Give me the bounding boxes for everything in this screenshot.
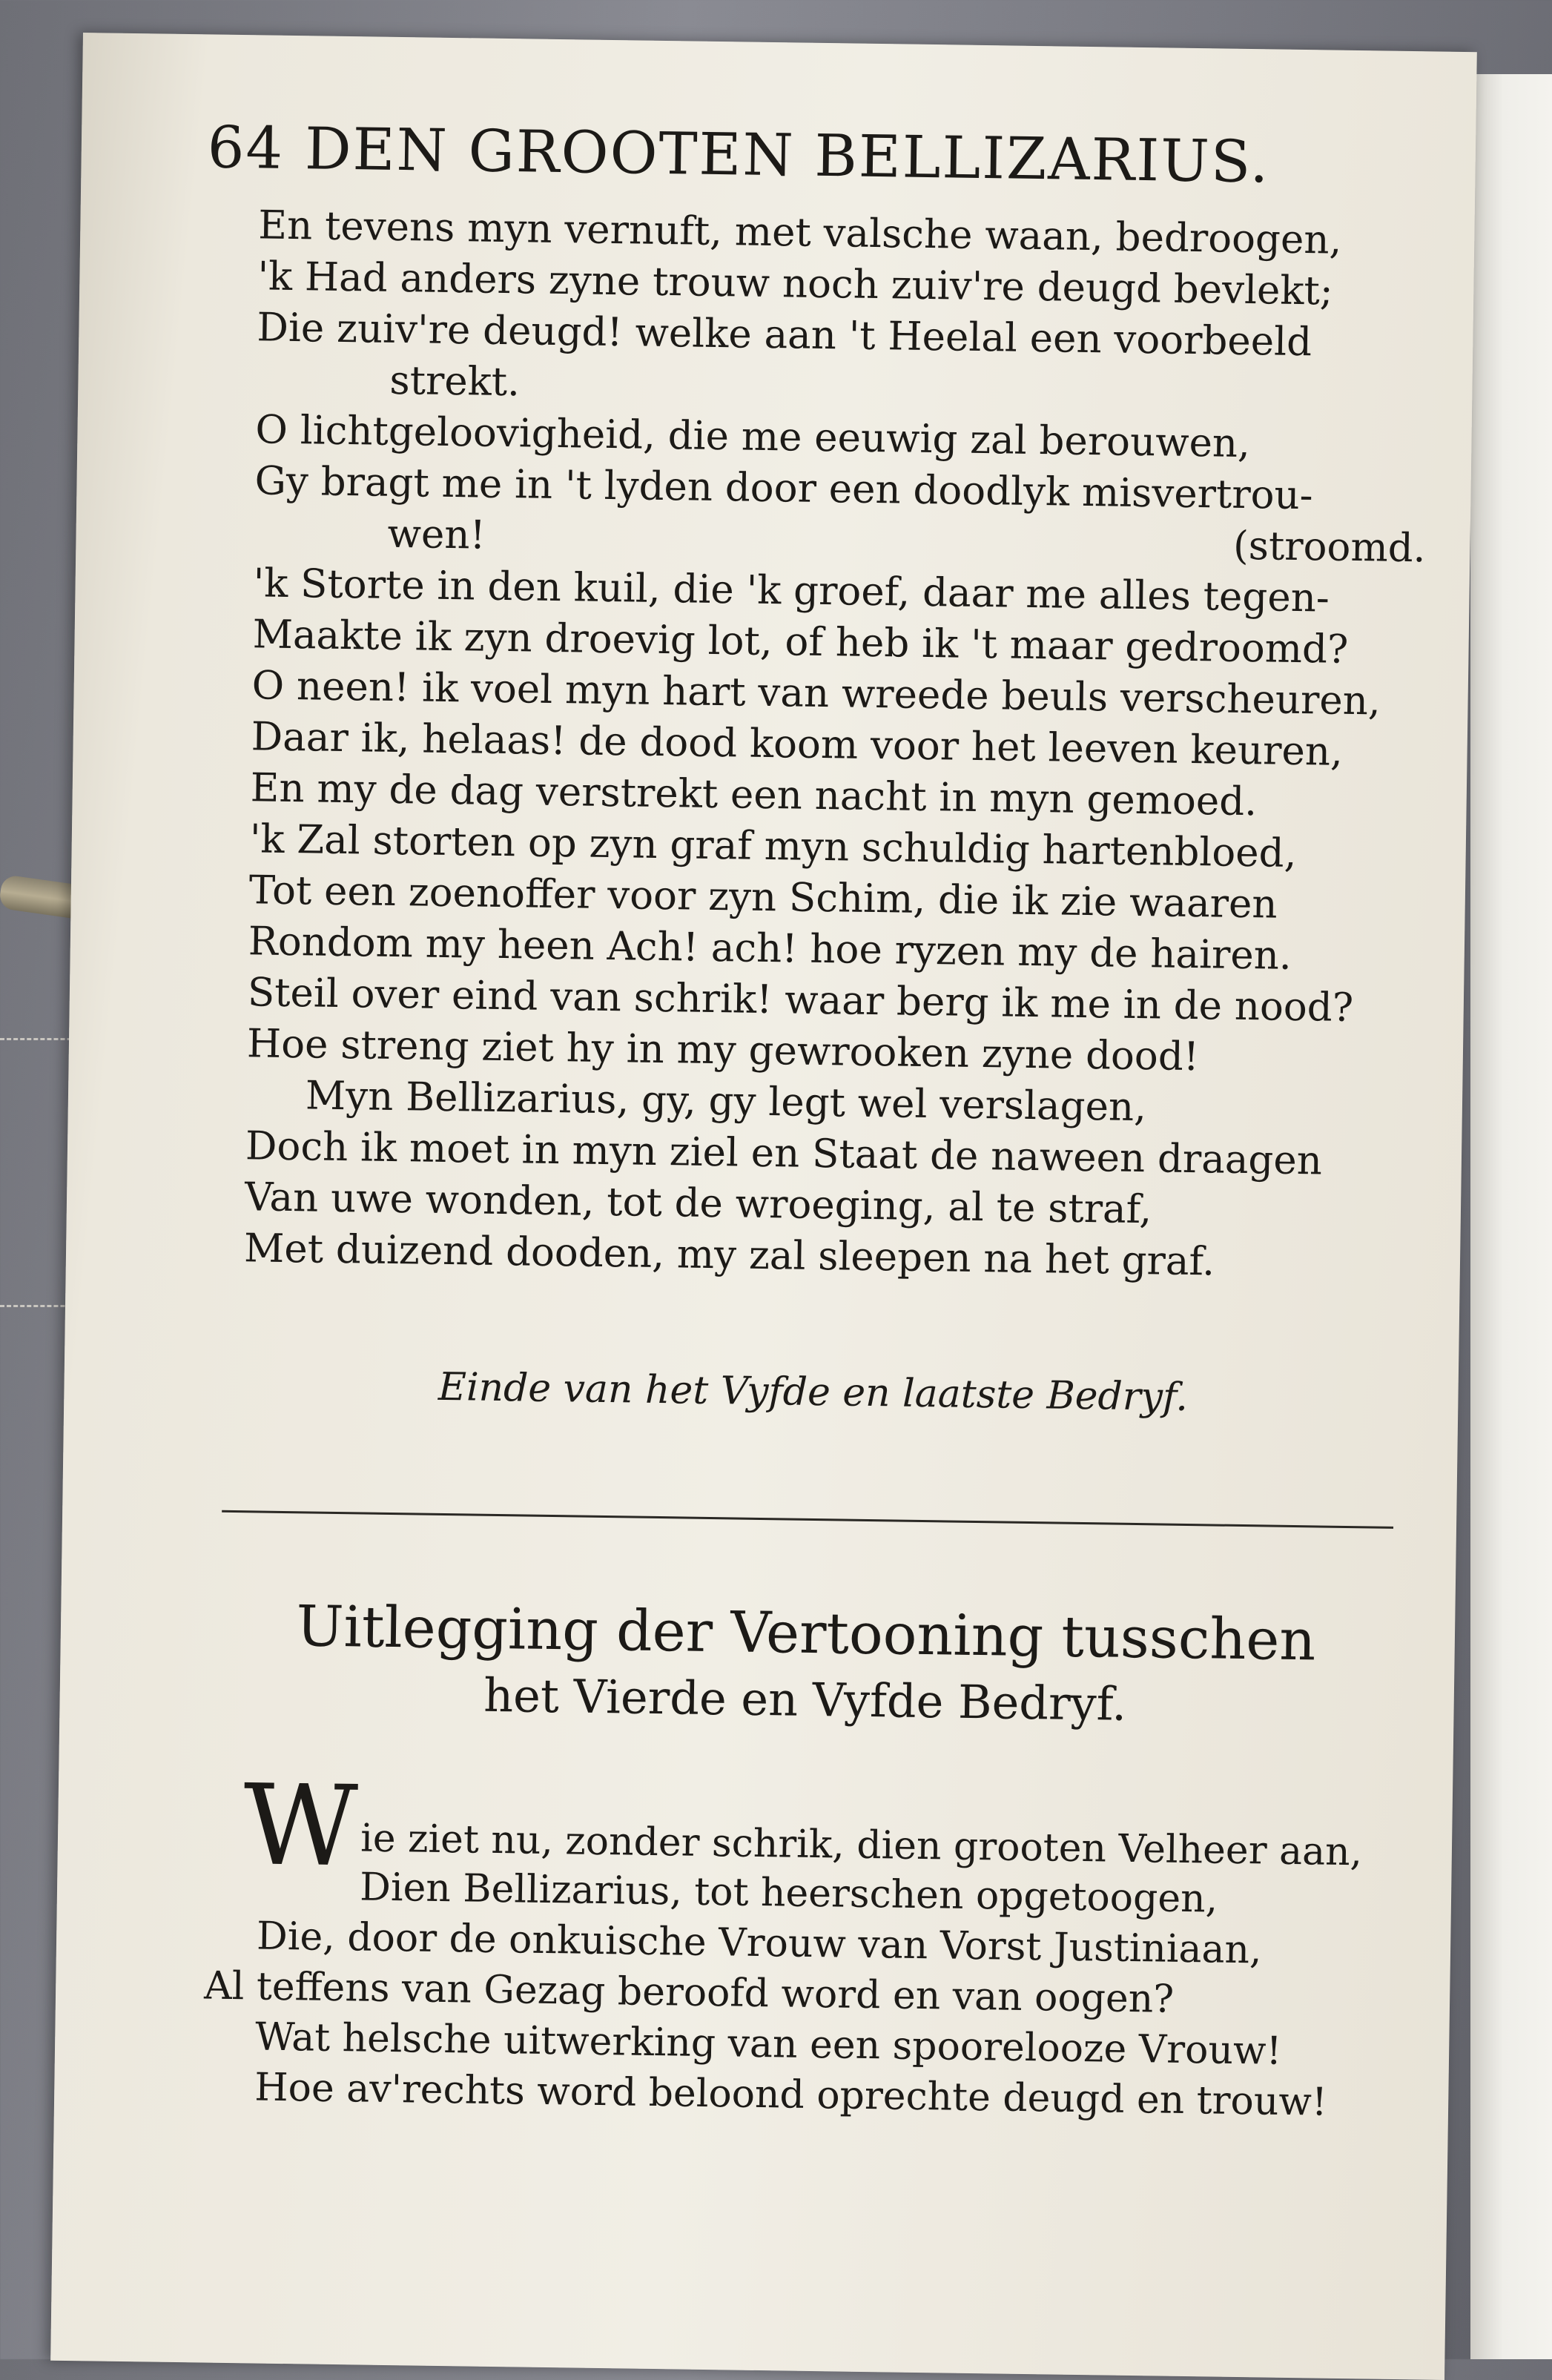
- explanation-line: Hoe av'rechts word beloond oprechte deugd en trouw!: [254, 2065, 1328, 2125]
- section-subtitle: het Vierde en Vyfde Bedryf.: [483, 1667, 1127, 1731]
- verse-line: Steil over eind van schrik! waar berg ik me in de nood?: [247, 970, 1354, 1031]
- verse-fragment: (stroomd.: [1232, 523, 1426, 572]
- verse-line: En tevens myn vernuft, met valsche waan, bedroogen,: [257, 202, 1342, 263]
- verse-line: 'k Storte in den kuil, die 'k groef, daar me alles tegen-: [253, 561, 1330, 621]
- verse-line: O lichtgeloovigheid, die me eeuwig zal berouwen,: [255, 407, 1251, 467]
- explanation-text: ie ziet nu, zonder schrik, dien grooten Velheer aan,: [360, 1816, 1363, 1875]
- verse-line: Myn Bellizarius, gy, gy legt wel verslagen,: [305, 1073, 1147, 1131]
- verse-line: Van uwe wonden, tot de wroeging, al te straf,: [244, 1174, 1152, 1233]
- book-page: [50, 33, 1477, 2380]
- running-title: DEN GROOTEN BELLIZARIUS.: [304, 116, 1270, 196]
- verse-line: Hoe streng ziet hy in my gewrooken zyne dood!: [246, 1021, 1200, 1080]
- running-header: [207, 114, 1439, 198]
- verse-line: Maakte ik zyn droevig lot, of heb ik 't maar gedroomd?: [252, 612, 1349, 672]
- verse-line: Daar ik, helaas! de dood koom voor het leeven keuren,: [251, 714, 1344, 775]
- verse-line: Gy bragt me in 't lyden door een doodlyk misvertrou-: [254, 458, 1314, 519]
- explanation-line: Dien Bellizarius, tot heerschen opgetoogen,: [359, 1865, 1218, 1922]
- verse-line: Die zuiv're deugd! welke aan 't Heelal een voorbeeld: [257, 305, 1312, 366]
- drop-cap: W: [242, 1761, 359, 1892]
- verse-line: 'k Had anders zyne trouw noch zuiv're deugd bevlekt;: [257, 254, 1334, 314]
- verse-block: [244, 199, 1430, 1290]
- explanation-line: Wat helsche uitwerking van een spoorelooze Vrouw!: [254, 2014, 1282, 2074]
- verse-line: Rondom my heen Ach! ach! hoe ryzen my de hairen.: [248, 919, 1292, 979]
- section-title: Uitlegging der Vertooning tusschen: [295, 1593, 1316, 1673]
- verse-fragment: wen!: [387, 511, 486, 558]
- verse-line: 'k Zal storten op zyn graf myn schuldig hartenbloed,: [249, 816, 1297, 876]
- next-page-edge: [1470, 74, 1552, 2359]
- verse-line: Tot een zoenoffer voor zyn Schim, die ik zie waaren: [248, 867, 1278, 928]
- explanation-block: [202, 1761, 1430, 2129]
- verse-line: strekt.: [389, 357, 521, 406]
- verse-line: Doch ik moet in myn ziel en Staat de naween draagen: [245, 1123, 1323, 1184]
- explanation-line: Die, door de onkuische Vrouw van Vorst Justiniaan,: [256, 1914, 1262, 1973]
- end-of-act: Einde van het Vyfde en laatste Bedryf.: [437, 1364, 1189, 1420]
- verse-line: En my de dag verstrekt een nacht in myn gemoed.: [250, 765, 1258, 825]
- verse-line: O neen! ik voel myn hart van wreede beuls verscheuren,: [251, 663, 1381, 724]
- page-number: 64: [207, 114, 285, 182]
- verse-line: Met duizend dooden, my zal sleepen na het graf.: [243, 1226, 1215, 1285]
- divider-rule: [222, 1510, 1393, 1529]
- explanation-line: Al teffens van Gezag beroofd word en van oogen?: [203, 1963, 1175, 2022]
